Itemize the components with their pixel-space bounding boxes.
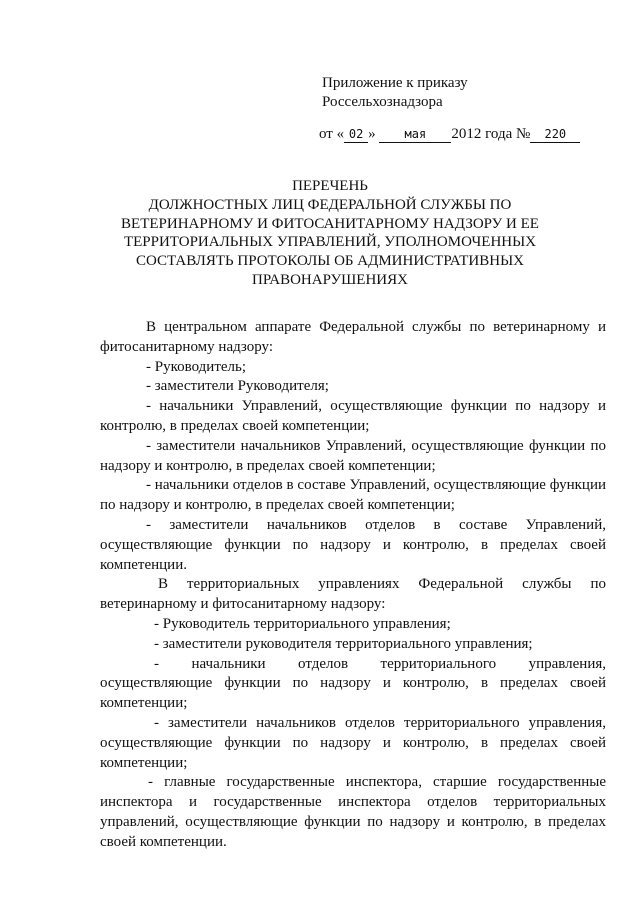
title-line: СОСТАВЛЯТЬ ПРОТОКОЛЫ ОБ АДМИНИСТРАТИВНЫХ	[135, 253, 525, 270]
document-body	[100, 318, 606, 853]
order-prefix: от «	[319, 126, 345, 142]
order-day-field: 02	[344, 127, 368, 143]
order-month-field: мая	[379, 127, 451, 143]
title-line: ПРАВОНАРУШЕНИЯХ	[252, 271, 408, 288]
central-intro: В центральном аппарате Федеральной службы по ветеринарному и фитосанитарному надзору:	[100, 319, 606, 355]
appendix-header	[322, 74, 468, 112]
territorial-item: - главные государственные инспектора, старшие государственные инспектора и государственные инспектора отделов территориальных управлений, осуществляющие функции по надзору и контролю, в пределах своей компетенции.	[100, 774, 606, 850]
order-date-number	[319, 126, 580, 143]
territorial-item: - заместители руководителя территориального управления;	[154, 635, 533, 652]
central-item: - начальники отделов в составе Управлений, осуществляющие функции по надзору и контролю, в пределах своей компетенции;	[100, 477, 606, 514]
number-sign: №	[516, 126, 531, 142]
central-item: - Руководитель;	[146, 358, 247, 375]
central-item: - начальники Управлений, осуществляющие функции по надзору и контролю, в пределах своей компетенции;	[100, 398, 606, 434]
appendix-line: Приложение к приказу	[322, 75, 468, 91]
order-close-quote: »	[368, 126, 376, 142]
document-title	[90, 177, 570, 290]
title-line: ВЕТЕРИНАРНОМУ И ФИТОСАНИТАРНОМУ НАДЗОРУ И ЕЕ	[121, 215, 539, 232]
central-item: - заместители начальников отделов в составе Управлений, осуществляющие функции по надзору и контролю, в пределах своей компетенции.	[100, 516, 606, 573]
territorial-item: - Руководитель территориального управления;	[154, 615, 451, 632]
territorial-item: - начальники отделов территориального управления, осуществляющие функции по надзору и контролю, в пределах своей компетенции;	[100, 655, 606, 712]
title-heading: ПЕРЕЧЕНЬ	[292, 178, 368, 194]
order-year: 2012 года	[451, 126, 513, 142]
title-line: ТЕРРИТОРИАЛЬНЫХ УПРАВЛЕНИЙ, УПОЛНОМОЧЕННЫХ	[123, 234, 537, 251]
territorial-intro: В территориальных управлениях Федеральной службы по ветеринарному и фитосанитарному надзору:	[100, 576, 606, 613]
order-number-field: 220	[530, 127, 580, 143]
central-item: - заместители начальников Управлений, осуществляющие функции по надзору и контролю, в пределах своей компетенции;	[100, 437, 606, 474]
appendix-line: Россельхознадзора	[322, 94, 443, 110]
title-line: ДОЛЖНОСТНЫХ ЛИЦ ФЕДЕРАЛЬНОЙ СЛУЖБЫ ПО	[148, 196, 512, 213]
central-item: - заместители Руководителя;	[146, 378, 329, 395]
territorial-item: - заместители начальников отделов территориального управления, осуществляющие функции по надзору и контролю, в пределах своей компетенции;	[100, 714, 606, 771]
